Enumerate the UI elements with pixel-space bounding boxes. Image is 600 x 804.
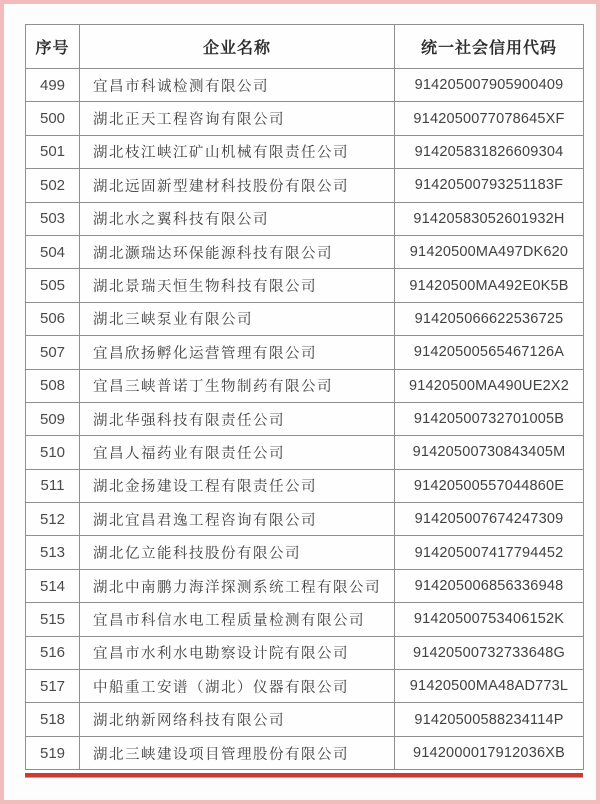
table-row [26,736,584,769]
cell-company-name: 湖北枝江峡江矿山机械有限责任公司 [80,135,395,168]
cell-serial-number: 507 [26,336,80,369]
cell-company-name: 湖北宜昌君逸工程咨询有限公司 [80,503,395,536]
cell-serial-number: 518 [26,703,80,736]
cell-company-name: 湖北景瑞天恒生物科技有限公司 [80,269,395,302]
table-row [26,235,584,268]
cell-serial-number: 512 [26,503,80,536]
cell-serial-number: 509 [26,402,80,435]
cell-serial-number: 508 [26,369,80,402]
table-row [26,469,584,502]
cell-company-name: 宜昌市科信水电工程质量检测有限公司 [80,603,395,636]
table-row [26,69,584,102]
cell-company-name: 湖北水之翼科技有限公司 [80,202,395,235]
cell-credit-code: 91420500MA48AD773L [395,670,584,703]
cell-company-name: 宜昌市水利水电勘察设计院有限公司 [80,636,395,669]
header-serial-number: 序号 [26,25,80,69]
table-row [26,536,584,569]
company-table [25,24,584,770]
table-row [26,202,584,235]
cell-credit-code: 914205007674247309 [395,503,584,536]
cell-serial-number: 503 [26,202,80,235]
table-row [26,302,584,335]
cell-credit-code: 9142050077078645XF [395,102,584,135]
header-company-name: 企业名称 [80,25,395,69]
cell-credit-code: 91420500732733648G [395,636,584,669]
table-row [26,402,584,435]
cell-serial-number: 510 [26,436,80,469]
cell-serial-number: 501 [26,135,80,168]
cell-credit-code: 91420500MA497DK620 [395,235,584,268]
cell-serial-number: 504 [26,235,80,268]
cell-credit-code: 914205006856336948 [395,569,584,602]
cell-credit-code: 91420500753406152K [395,603,584,636]
cell-serial-number: 500 [26,102,80,135]
cell-credit-code: 91420500MA492E0K5B [395,269,584,302]
cell-credit-code: 91420583052601932H [395,202,584,235]
table-row [26,102,584,135]
cell-credit-code: 91420500557044860E [395,469,584,502]
cell-serial-number: 499 [26,69,80,102]
cell-company-name: 湖北远固新型建材科技股份有限公司 [80,169,395,202]
table-row [26,169,584,202]
cell-company-name: 湖北灏瑞达环保能源科技有限公司 [80,235,395,268]
table-body [26,69,584,770]
cell-serial-number: 511 [26,469,80,502]
table-row [26,636,584,669]
cell-company-name: 中船重工安谱（湖北）仪器有限公司 [80,670,395,703]
cell-company-name: 宜昌欣扬孵化运营管理有限公司 [80,336,395,369]
cell-credit-code: 91420500730843405M [395,436,584,469]
table-row [26,503,584,536]
cell-company-name: 湖北金扬建设工程有限责任公司 [80,469,395,502]
table-row [26,336,584,369]
cell-company-name: 湖北正天工程咨询有限公司 [80,102,395,135]
table-row [26,670,584,703]
cell-credit-code: 9142000017912036XB [395,736,584,769]
cell-serial-number: 505 [26,269,80,302]
cell-credit-code: 91420500732701005B [395,402,584,435]
table-row [26,269,584,302]
table-row [26,569,584,602]
cell-credit-code: 91420500793251183F [395,169,584,202]
cell-serial-number: 517 [26,670,80,703]
table-row [26,703,584,736]
table-row [26,135,584,168]
cell-serial-number: 515 [26,603,80,636]
cell-company-name: 湖北纳新网络科技有限公司 [80,703,395,736]
cell-credit-code: 914205831826609304 [395,135,584,168]
cell-company-name: 湖北三峡建设项目管理股份有限公司 [80,736,395,769]
cell-company-name: 宜昌市科诚检测有限公司 [80,69,395,102]
cell-company-name: 湖北华强科技有限责任公司 [80,402,395,435]
cell-company-name: 宜昌人福药业有限责任公司 [80,436,395,469]
cell-credit-code: 91420500MA490UE2X2 [395,369,584,402]
cell-serial-number: 514 [26,569,80,602]
cell-credit-code: 914205066622536725 [395,302,584,335]
table-header [26,25,584,69]
cell-credit-code: 914205007417794452 [395,536,584,569]
cell-serial-number: 502 [26,169,80,202]
cell-serial-number: 516 [26,636,80,669]
cell-serial-number: 506 [26,302,80,335]
red-underline-highlight [25,773,583,777]
cell-serial-number: 513 [26,536,80,569]
cell-credit-code: 91420500588234114P [395,703,584,736]
cell-credit-code: 91420500565467126A [395,336,584,369]
table-row [26,436,584,469]
table-row [26,603,584,636]
cell-company-name: 宜昌三峡普诺丁生物制药有限公司 [80,369,395,402]
cell-serial-number: 519 [26,736,80,769]
table-row [26,369,584,402]
header-credit-code: 统一社会信用代码 [395,25,584,69]
cell-company-name: 湖北三峡泵业有限公司 [80,302,395,335]
cell-company-name: 湖北中南鹏力海洋探测系统工程有限公司 [80,569,395,602]
cell-credit-code: 914205007905900409 [395,69,584,102]
cell-company-name: 湖北亿立能科技股份有限公司 [80,536,395,569]
